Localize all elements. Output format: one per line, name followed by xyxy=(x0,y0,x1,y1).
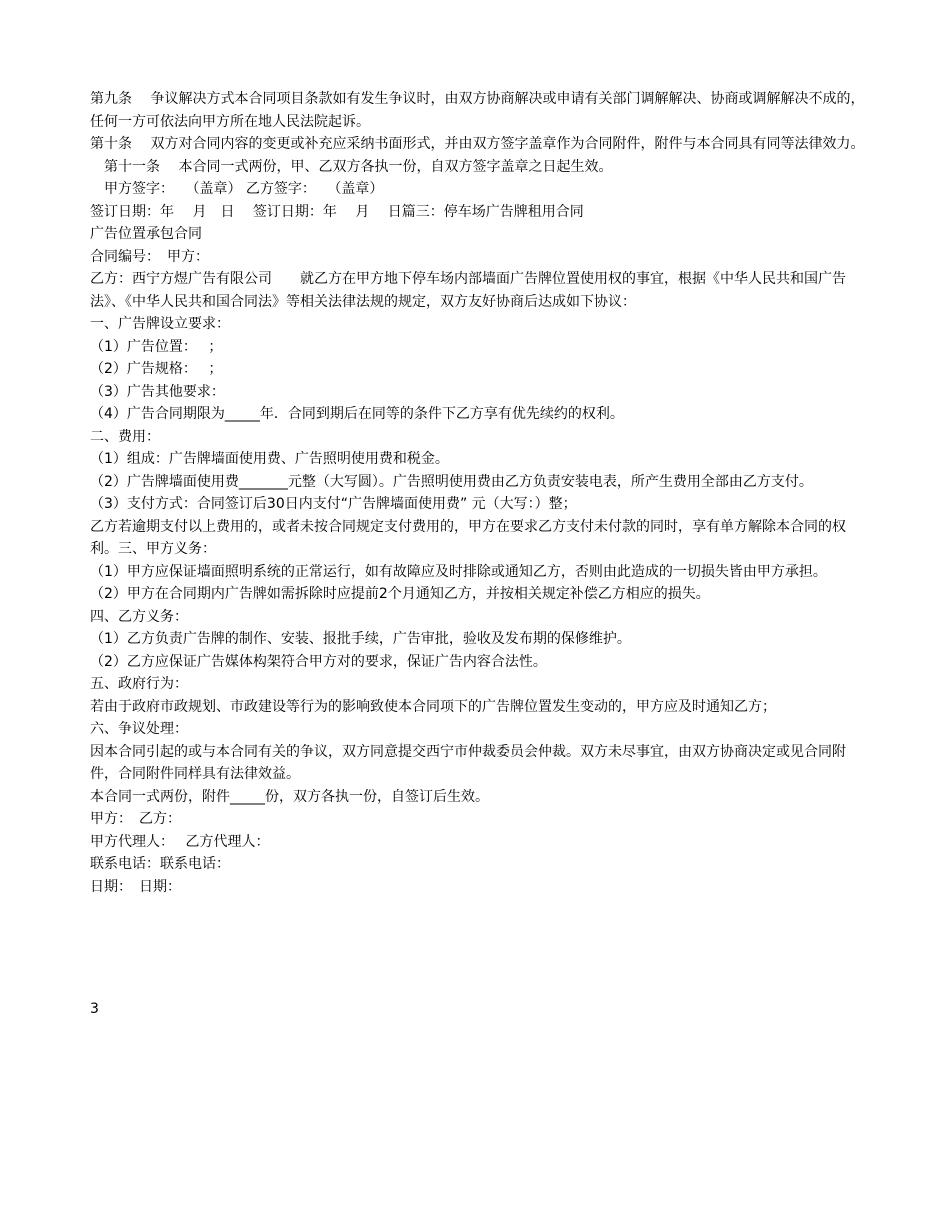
contract-title: 广告位置承包合同 xyxy=(90,226,202,242)
clause-10: 第十条 双方对合同内容的变更或补充应采纳书面形式，并由双方签字盖章作为合同附件，附件与本合同具有同等法律效力。 xyxy=(90,136,865,152)
signature-line: 甲方签字： （盖章） 乙方签字： （盖章） xyxy=(90,181,384,197)
phone-line: 联系电话：联系电话： xyxy=(90,856,230,872)
section-4-item-2: （2）乙方应保证广告媒体构架符合甲方对的要求，保证广告内容合法性。 xyxy=(90,653,547,670)
section-1-item-1: （1）广告位置： ； xyxy=(90,338,223,355)
clause-9: 第九条 争议解决方式本合同项目条款如有发生争议时，由双方协商解决或申请有关部门调解解决、协商或调解解决不成的，任何一方可依法向甲方所在地人民法院起诉。 xyxy=(90,91,865,130)
section-5-body: 若由于政府市政规划、市政建设等行为的影响致使本合同项下的广告牌位置发生变动的，甲方应及时通知乙方； xyxy=(90,698,776,715)
late-payment-clause: 乙方若逾期支付以上费用的，或者未按合同规定支付费用的，甲方在要求乙方支付未付款的同时，享有单方解除本合同的权利。三、甲方义务： xyxy=(90,518,846,557)
section-2-item-1: （1）组成：广告牌墙面使用费、广告照明使用费和税金。 xyxy=(90,451,449,467)
clause-11: 第十一条 本合同一式两份，甲、乙双方各执一份，自双方签字盖章之日起生效。 xyxy=(90,158,613,175)
sign-date-line: 签订日期：年 月 日 签订日期：年 月 日篇三：停车场广告牌租用合同 xyxy=(90,203,584,220)
section-1-item-3: （3）广告其他要求： xyxy=(90,383,225,400)
section-4-heading: 四、乙方义务： xyxy=(90,608,188,625)
section-1-heading: 一、广告牌设立要求： xyxy=(90,316,230,332)
section-6-body: 因本合同引起的或与本合同有关的争议，双方同意提交西宁市仲裁委员会仲裁。双方未尽事宜，由双方协商决定或见合同附件，合同附件同样具有法律效益。 xyxy=(90,743,846,782)
party-b-intro: 乙方：西宁方煜广告有限公司 就乙方在甲方地下停车场内部墙面广告牌位置使用权的事宜，根据《中华人民共和国广告法》、《中华人民共和国合同法》等相关法律法规的规定，双方友好协商后达成如下协议： xyxy=(90,271,846,310)
section-2-item-2: （2）广告牌墙面使用费_______元整（大写圆）。广告照明使用费由乙方负责安装电表，所产生费用全部由乙方支付。 xyxy=(90,473,813,490)
agents-line: 甲方代理人： 乙方代理人： xyxy=(90,833,270,850)
copies-clause: 本合同一式两份，附件_____份，双方各执一份，自签订后生效。 xyxy=(90,788,489,805)
contract-number-line: 合同编号： 甲方： xyxy=(90,248,209,265)
section-5-heading: 五、政府行为： xyxy=(90,676,188,692)
section-1-item-4: （4）广告合同期限为_____年．合同到期后在同等的条件下乙方享有优先续约的权利。 xyxy=(90,406,624,422)
page-number: 3 xyxy=(90,1001,99,1017)
section-4-item-1: （1）乙方负责广告牌的制作、安装、报批手续，广告审批，验收及发布期的保修维护。 xyxy=(90,631,631,647)
section-3-item-2: （2）甲方在合同期内广告牌如需拆除时应提前2个月通知乙方，并按相关规定补偿乙方相应的损失。 xyxy=(90,586,710,602)
section-3-item-1: （1）甲方应保证墙面照明系统的正常运行，如有故障应及时排除或通知乙方，否则由此造成的一切损失皆由甲方承担。 xyxy=(90,563,827,580)
date-line: 日期： 日期： xyxy=(90,878,181,895)
document-body xyxy=(90,88,870,898)
parties-line: 甲方： 乙方： xyxy=(90,811,181,827)
section-6-heading: 六、争议处理： xyxy=(90,721,188,737)
section-2-heading: 二、费用： xyxy=(90,428,160,445)
section-1-item-2: （2）广告规格： ； xyxy=(90,361,223,377)
section-2-item-3: （3）支付方式：合同签订后30日内支付“广告牌墙面使用费” 元（大写：）整； xyxy=(90,496,577,512)
